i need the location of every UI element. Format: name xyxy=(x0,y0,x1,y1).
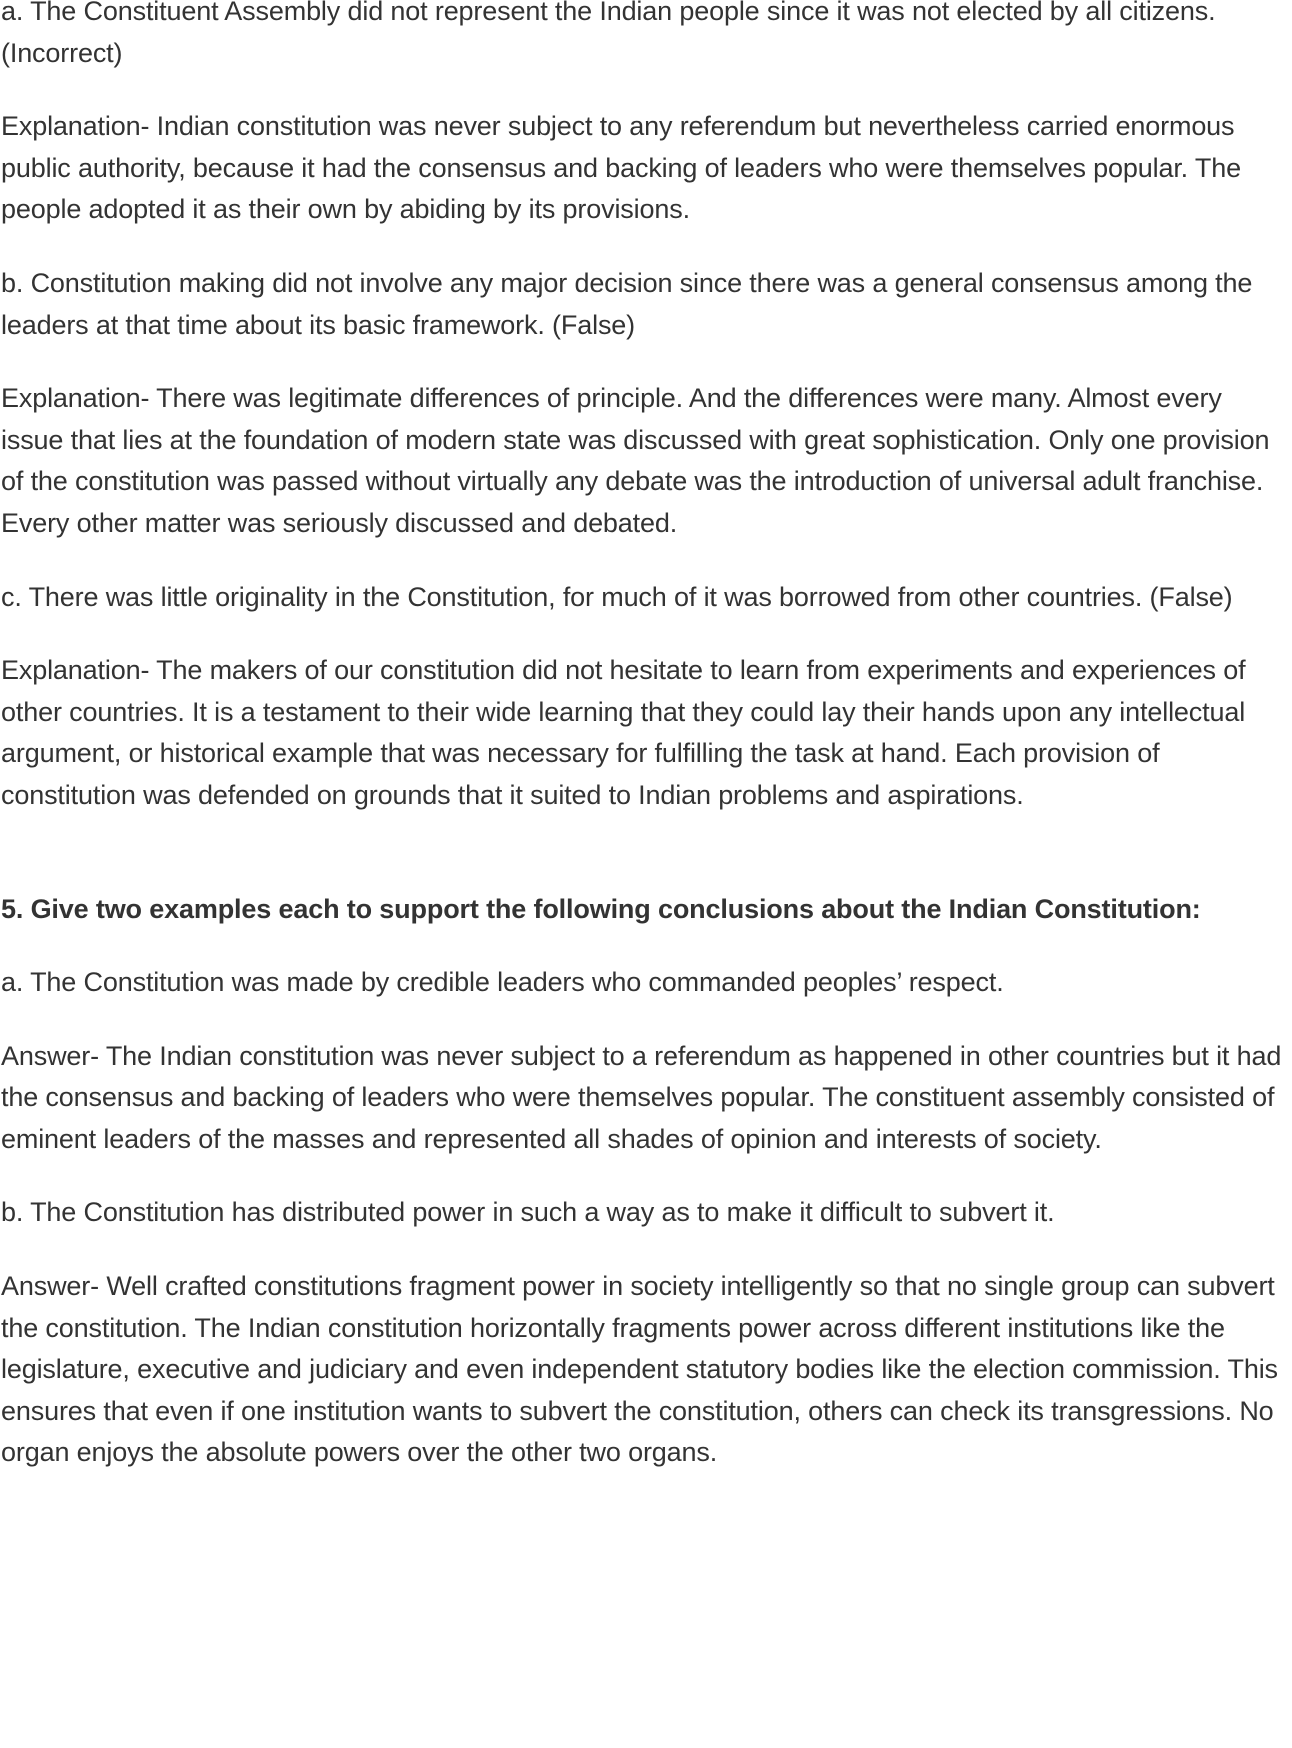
answer-a: Answer- The Indian constitution was never subject to a referendum as happened in other countries but it had the consensus and backing of leaders who were themselves popular. The constituent assembly consisted of eminent leaders of the masses and represented all shades of opinion and interests of society. xyxy=(1,1040,1282,1154)
answer-b: Answer- Well crafted constitutions fragment power in society intelligently so that no single group can subvert the constitution. The Indian constitution horizontally fragments power across different institutions like the legislature, executive and judiciary and even independent statutory bodies like the election commission. This ensures that even if one institution wants to subvert the constitution, others can check its transgressions. No organ enjoys the absolute powers over the other two organs. xyxy=(1,1271,1278,1468)
explanation-b: Explanation- There was legitimate differences of principle. And the differences were many. Almost every issue that lies at the foundation of modern state was discussed with great sophistication. Only one provision of the constitution was passed without virtually any debate was the introduction of universal adult franchise. Every other matter was seriously discussed and debated. xyxy=(1,383,1270,538)
statement-a: a. The Constituent Assembly did not represent the Indian people since it was not elected by all citizens. (Incorrect) xyxy=(1,0,1216,68)
explanation-c: Explanation- The makers of our constitution did not hesitate to learn from experiments and experiences of other countries. It is a testament to their wide learning that they could lay their hands upon any intellectual argument, or historical example that was necessary for fulfilling the task at hand. Each provision of constitution was defended on grounds that it suited to Indian problems and aspirations. xyxy=(1,655,1246,810)
explanation-a: Explanation- Indian constitution was never subject to any referendum but nevertheless carried enormous public authority, because it had the consensus and backing of leaders who were themselves popular. The people adopted it as their own by abiding by its provisions. xyxy=(1,111,1241,225)
statement-b: b. Constitution making did not involve any major decision since there was a general consensus among the leaders at that time about its basic framework. (False) xyxy=(1,267,1253,340)
conclusion-b: b. The Constitution has distributed power in such a way as to make it difficult to subvert it. xyxy=(1,1197,1055,1228)
question-5-heading: 5. Give two examples each to support the following conclusions about the Indian Constitution: xyxy=(1,893,1201,924)
statement-c: c. There was little originality in the Constitution, for much of it was borrowed from other countries. (False) xyxy=(1,581,1233,612)
conclusion-a: a. The Constitution was made by credible leaders who commanded peoples’ respect. xyxy=(1,967,1004,998)
